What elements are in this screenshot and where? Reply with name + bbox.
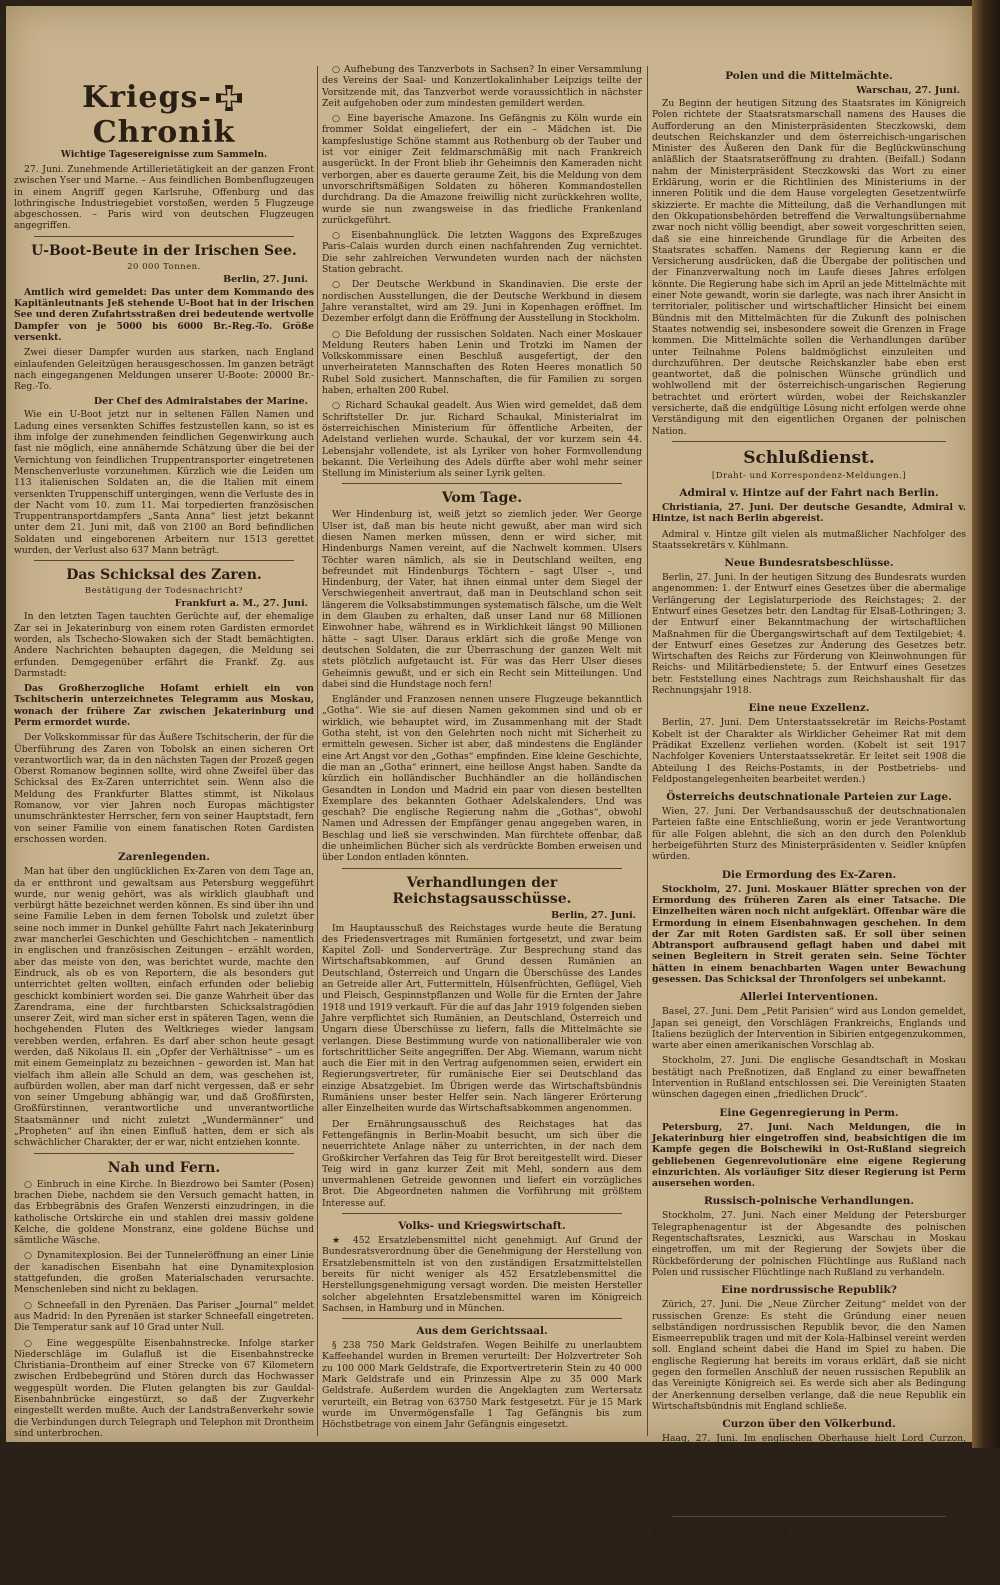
article-paragraph: Engländer und Franzosen nennen unsere Flugzeuge bekanntlich „Gotha“. Wie sie auf diesen Namen gekommen sind und ob er wirklich, wie behauptet wird, im Zusammenhang mit der Stadt Gotha steht, ist von den Gelehrten noch nicht mit Sicherheit zu ermitteln gewesen. Sicher ist aber, daß mindestens die Engländer eine Art Angst vor den „Gothas“ empfinden. Eine kleine Geschichte, die man an „Gotha“ erinnert, eine heillose Angst haben. Sandte da kürzlich ein holländischer Buchhändler an die holländischen Gesandten in London und Madrid ein paar von diesen bestellten Exemplare des bekannten Gothaer Adelskalenders. Und was geschah? Die englische Regierung nahm die „Gothas“, obwohl Namen und Adressen der Empfänger genau angegeben waren, in Beschlag und ließ sie verschwinden. Man fürchtete offenbar, daß die unheimlichen Bücher sich als verdrückte Bomben erweisen und über London entladen könnten.	[322, 694, 642, 864]
article-paragraph: Der Volkskommissar für das Äußere Tschitscherin, der für die Überführung des Zaren von Tobolsk an einen sicheren Ort verantwortlich war, da in den nächsten Tagen der Prozeß gegen Oberst Romanow beginnen sollte, wird ohne Zweifel über das Schicksal des Ex-Zaren unterrichtet sein. Wenn also die Meldung des Frankfurter Blattes stimmt, ist Nikolaus Romanow, vor vier Jahren noch Europas mächtigster unumschränktester Herrscher, fern von seiner Hauptstadt, fern von seiner Familie von einem fanatischen Roten Gardisten erschossen worden.	[14, 732, 314, 845]
column-middle	[322, 64, 642, 1434]
divider	[34, 236, 294, 237]
subscription-notice	[652, 1525, 966, 1585]
article-paragraph: ○ Die Befoldung der russischen Soldaten. Nach einer Moskauer Meldung Reuters haben Lenin und Trotzki im Namen der Volkskommissare einen Beschluß ausgefertigt, der den unverheirateten Mannschaften des Roten Heeres monatlich 50 Rubel Sold zusichert. Mannschaften, die für Familien zu sorgen haben, erhalten 200 Rubel.	[322, 328, 642, 397]
article-paragraph: Zwei dieser Dampfer wurden aus starken, nach England einlaufenden Geleitzügen herausgeschossen. Im ganzen beträgt nach eingegangenen Meldungen unserer U-Boote: 20000 Br.-Reg.-To.	[14, 347, 314, 393]
subhead: Österreichs deutschnationale Parteien zur Lage.	[666, 791, 952, 804]
headline-zar-sub: Bestätigung der Todesnachricht?	[84, 586, 244, 597]
article-paragraph: Wie ein U-Boot jetzt nur in seltenen Fällen Namen und Ladung eines versenkten Schiffes festzustellen kann, so ist es ihm infolge der zunehmenden feindlichen Gegenwirkung auch fast nie möglich, eine annähernde Schätzung über die bei der Vernichtung von feindlichen Truppentransporter eingetretenen Menschenverluste vorzunehmen. Kürzlich wie die Leiden um 113 italienischen Soldaten an, die die Italien mit einem versenkten Truppenschiff untergingen, wenn die Verluste des in der Nacht vom 10. zum 11. Mai torpedierten französischen Truppentransportdampfers „Santa Anna“ liest jetzt bekannt unter dem 21. Juni mit, daß von 2100 an Bord befindlichen Soldaten und eingeborenen Arbeitern nur 1513 gerettet wurden, der Verlust also 637 Mann beträgt.	[14, 409, 314, 557]
divider	[34, 1153, 294, 1154]
subhead: Neue Bundesratsbeschlüsse.	[724, 557, 894, 570]
subscription-notice-text: Bestellungen auf das „Hünfelder Kreisblatt“ für das nächste Vierteljahr werden von allen Postanstalten und von der Geschäftsstelle d. Bl. entgegengenommen.	[652, 1526, 966, 1585]
article-paragraph: § 238 750 Mark Geldstrafen. Wegen Beihilfe zu unerlaubtem Kaffeehandel wurden in Bremen verurteilt: Der Holzvertreter Soh zu 100 000 Mark Geldstrafe, die Exportvertreterin Stein zu 40 000 Mark Geldstrafe und ein Prinzessin Alpe zu 35 000 Mark Geldstrafe. Außerdem wurden die Angeklagten zum Wertersatz verurteilt, ein Betrag von 63750 Mark festgesetzt. Für je 15 Mark wurde im Unvermögensfalle 1 Tag Gefängnis bis zum Höchstbetrage von einem Jahr Gefängnis eingesetzt.	[322, 1340, 642, 1431]
article-paragraph: Zürich, 27. Juni. Die „Neue Zürcher Zeitung“ meldet von der russischen Grenze: Es steht die Gründung einer neuen selbständigen nordrussischen Republik bevor, die den Namen Eismeerrepublik tragen und mit der Kola-Halbinsel vereint werden soll. England scheint dabei die Hand im Spiel zu haben. Die englische Regierung hat bereits im voraus erklärt, daß sie nicht gegen den formellen Anschluß der neuen russischen Republik an das Vereinigte Königreich sei. Es werde sich aber als Bedingung der Anerkennung derselben verlange, daß die neue Republik ein Wirtschaftsbündnis mit England schließe.	[652, 1299, 966, 1412]
article-paragraph: Stockholm, 27. Juni. Nach einer Meldung der Petersburger Telegraphenagentur ist der Abgesandte des polnischen Regentschaftsrates, Lesznicki, aus Warschau in Moskau eingetroffen, um mit der Regierung der Sowjets über die Rückbeförderung der polnischen Flüchtlinge aus Rußland nach Polen und russischer Flüchtlinge nach Rußland zu verhandeln.	[652, 1210, 966, 1278]
article-paragraph: ○ Aufhebung des Tanzverbots in Sachsen? In einer Versammlung des Vereins der Saal- und Konzertlokalinhaber Leipzigs teilte der Vorsitzende mit, das Tanzverbot werde voraussichtlich in nächster Zeit aufgehoben oder zum mindesten gemildert werden.	[322, 64, 642, 109]
subhead: Die Ermordung des Ex-Zaren.	[721, 868, 897, 881]
article-paragraph: ○ Dynamitexplosion. Bei der Tunneleröffnung an einer Linie der kanadischen Eisenbahn hat eine Dynamitexplosion stattgefunden, die großen Materialschaden verursachte. Menschenleben sind nicht zu beklagen.	[14, 1250, 314, 1296]
divider	[34, 560, 294, 561]
headline-schlussdienst-sub: [Draht- und Korrespondenz-Meldungen.]	[711, 470, 907, 481]
subhead: Russisch-polnische Verhandlungen.	[703, 1195, 915, 1208]
article-paragraph: ○ Eisenbahnunglück. Die letzten Waggons des Expreßzuges Paris–Calais wurden durch einen nachfahrenden Zug vernichtet. Die sehr zahlreichen Verwundeten wurden nach der nächsten Station gebracht.	[322, 230, 642, 276]
dateline: Berlin, 27. Juni.	[551, 909, 636, 921]
dateline: Warschau, 27. Juni.	[856, 85, 960, 96]
article-paragraph: Amtlich wird gemeldet: Das unter dem Kommando des Kapitänleutnants Jeß stehende U-Boot hat in der Irischen See und deren Zufahrtsstraßen drei bedeutende wertvolle Dampfer von je 5000 bis 6000 Br.-Reg.-To. Größe versenkt.	[14, 286, 314, 343]
divider	[342, 483, 622, 484]
masthead-title-right: Chronik	[92, 115, 236, 150]
page-binding-edge	[972, 0, 1000, 1448]
signature: Der Chef des Admiralstabes der Marine.	[93, 396, 308, 408]
pointing-hand-icon	[652, 1525, 676, 1537]
subhead: Eine neue Exzellenz.	[748, 702, 870, 715]
divider	[342, 868, 622, 869]
article-paragraph: Berlin, 27. Juni. In der heutigen Sitzung des Bundesrats wurden angenommen: 1. der Entwurf eines Gesetzes über die abermalige Verlängerung der Legislaturperiode des Reichstages; 2. der Entwurf eines Gesetzes betr. den Landtag für Elsaß-Lothringen; 3. der Entwurf einer Bekanntmachung der wirtschaftlichen Maßnahmen für die Übergangswirtschaft auf dem Textilgebiet; 4. der Entwurf eines Gesetzes zur Änderung des Gesetzes betr. Wirtschaften des Reichs zur Förderung von Kleinwohnungen für Reichs- und Militärbedienstete; 5. der Entwurf eines Gesetzes betr. Feststellung eines Nachtrags zum Reichshaushalt für das Rechnungsjahr 1918.	[652, 572, 966, 697]
article-paragraph: ○ Einbruch in eine Kirche. In Biezdrowo bei Samter (Posen) brachen Diebe, nachdem sie den Versuch gemacht hatten, in das Erbbegräbnis des Grafen Wenzersti einzudringen, in die katholische Ortskirche ein und stahlen drei massiv goldene Kelche, die goldene Monstranz, eine goldene Büchse und sämtliche Wäsche.	[14, 1178, 314, 1247]
dateline: Frankfurt a. M., 27. Juni.	[174, 598, 308, 610]
article-paragraph: Man hat über den unglücklichen Ex-Zaren von dem Tage an, da er entthront und gewaltsam aus Petersburg weggeführt wurde, nur wenig gehört, was als wirklich glaubhaft und verbürgt hätte bezeichnet werden können. Es sind über ihn und seine Familie Leben in dem fernen Tobolsk und zuletzt über seine noch immer in Dunkel gehüllte Fahrt nach Jekaterinburg zwar mancherlei Geschichten und Geschichtchen – namentlich in englischen und französischen Zeitungen – erzählt worden, aber das meiste von den, was berichtet wurde, machte den Eindruck, als ob es von Reportern, die als besonders gut unterrichtet gelten wollten, einfach erfunden oder beliebig geschickt kombiniert worden sei. Die ganze Wahrheit über das Zarendrama, eine der furchtbarsten Schicksalstragödien unserer Zeit, wird man sicher erst in späteren Tagen, wenn die hochgehenden Fluten des Weltkrieges wieder langsam verebben werden, erfahren. Es darf aber schon heute gesagt werden, daß Nikolaus II. ein „Opfer der Verhältnisse“ – um es mit einem Gemeinplatz zu bezeichnen – geworden ist. Man hat vielfach ihm allein alle Schuld an dem, was geschehen ist, aufbürden wollen, aber man darf nicht vergessen, daß er sehr von seiner Umgebung abhängig war, und daß Großfürsten, Großfürstinnen, verantwortliche und unverantwortliche Staatsmänner und nicht zuletzt „Wundermänner“ und „Propheten“ auf ihn einen Einfluß hatten, dem er sich als schwächlicher Charakter, der er war, nicht entziehen konnte.	[14, 866, 314, 1149]
article-paragraph: Haag, 27. Juni. Im englischen Oberhause hielt Lord Curzon, Mitglied des Kriegskabinetts, eine Rede, in der er wieder die Frage des Völkerbundes behandelte. Er befürwortete die Errichtung eines Weltgerichtshofes, vor dem alle Streitigkeiten gebracht werden müßten, bevor ein Krieg unternommen werden könnte. Es sei allerdings schwer, auch diese Länder zu finden, die daran mitarbeiten würden.	[652, 1433, 966, 1512]
article-paragraph: Petersburg, 27. Juni. Nach Meldungen, die in Jekaterinburg hier eingetroffen sind, beabsichtigen die im Kampfe gegen die Bolschewiki in Ost-Rußland siegreich gebliebenen Gegenrevolutionäre eine eigene Regierung einzurichten. Als vorläufiger Sitz dieser Regierung ist Perm ausersehen worden.	[652, 1121, 966, 1190]
article-paragraph: Christiania, 27. Juni. Der deutsche Gesandte, Admiral v. Hintze, ist nach Berlin abgereist.	[652, 501, 966, 525]
masthead	[14, 80, 314, 150]
iron-cross-icon	[216, 85, 242, 111]
dateline: Berlin, 27. Juni.	[223, 273, 308, 285]
divider	[342, 1318, 622, 1319]
article-paragraph: Wien, 27. Juni. Der Verbandsausschuß der deutschnationalen Parteien faßte eine Entschließung, worin er jede Verantwortung für alle Folgen ablehnt, die sich an den durch den Polenklub herbeigeführten Sturz des Ministerpräsidenten v. Seidler knüpfen würden.	[652, 806, 966, 863]
headline-schlussdienst: Schlußdienst.	[743, 447, 875, 468]
article-paragraph: Basel, 27. Juni. Dem „Petit Parisien“ wird aus London gemeldet, Japan sei geneigt, den Vorschlägen Frankreichs, Englands und Italiens bezüglich der Intervention in Sibirien entgegenzukommen, warte aber einen amerikanischen Vorschlag ab.	[652, 1006, 966, 1052]
subhead: Curzon über den Völkerbund.	[722, 1418, 896, 1431]
headline-polen: Polen und die Mittelmächte.	[725, 70, 893, 82]
article-paragraph: Wer Hindenburg ist, weiß jetzt so ziemlich jeder. Wer George Ulser ist, daß man bis heute nicht gewußt, aber man wird sich diesen Namen merken müssen, denn er wird sicher, mit Hindenburgs Namen vereint, auf die Nachwelt kommen. Ulsers Töchter waren nämlich, als sie in Deutschland weilten, eng befreundet mit Hindenburgs Töchtern – sagt Ulser –, und Hindenburg, der Vater, hat ihnen einmal unter dem Siegel der Verschwiegenheit anvertraut, daß man in Deutschland schon seit längerem die Volksabstimmungen systematisch fälsche, um die Welt in dem Glauben zu erhalten, daß unser Land nur 68 Millionen Einwohner habe, während es in Wirklichkeit längst 90 Millionen hätte – sagt Ulser. Daraus erklärt sich die große Menge von deutschen Soldaten, die zur Überraschung der ganzen Welt mit stets plötzlich aufgetaucht ist. Für was das Herr Ulser dieses Geheimnis gewußt, und er sich ein Recht sein Mitteilungen. Und dabei sind die Hundstage noch fern!	[322, 509, 642, 690]
article-paragraph: Das Großherzogliche Hofamt erhielt ein von Tschitscherin unterzeichnetes Telegramm aus Moskau, wonach der frühere Zar zwischen Jekaterinburg und Perm ermordet wurde.	[14, 683, 314, 728]
subhead: Allerlei Interventionen.	[739, 991, 879, 1004]
headline-zarenlegenden: Zarenlegenden.	[118, 851, 210, 864]
article-paragraph: Stockholm, 27. Juni. Moskauer Blätter sprechen von der Ermordung des früheren Zaren als einer Tatsache. Die Einzelheiten wären noch nicht aufgeklärt. Offenbar wäre die Ermordung in einem Eisenbahnwagen geschehen. In dem der Zar mit Roten Gardisten saß. Er soll über seinen Abtransport aufbrausend geflagt haben und dabei mit seinen Begleitern in Streit geraten sein. Seine Töchter hätten in einem benachbarten Wagen unter Bewachung gesessen. Das Schicksal der Thronfolgers sei unbekannt.	[652, 883, 966, 985]
headline-uboot-sub: 20 000 Tonnen.	[127, 261, 201, 272]
headline-nah-und-fern: Nah und Fern.	[107, 1159, 221, 1176]
headline-volkswirtschaft: Volks- und Kriegswirtschaft.	[398, 1220, 566, 1233]
divider	[672, 441, 946, 442]
newspaper-page	[6, 6, 972, 1585]
intro-text: 27. Juni. Zunehmende Artillerietätigkeit an der ganzen Front zwischen Yser und Marne. – Aus feindlichen Bombenflugzeugen in einem Angriff gegen Karlsruhe, Offenburg und das lothringische Industriegebiet vorstoßen, werden 5 Flugzeuge abgeschossen. – Paris wird von deutschen Flugzeugen angegriffen.	[14, 164, 314, 232]
column-rule	[647, 66, 648, 1436]
article-paragraph: Admiral v. Hintze gilt vielen als mutmaßlicher Nachfolger des Staatssekretärs v. Kühlmann.	[652, 528, 966, 551]
column-right	[652, 64, 966, 1585]
article-paragraph: ○ Richard Schaukal geadelt. Aus Wien wird gemeldet, daß dem Schriftsteller Dr. jur. Richard Schaukal, Ministerialrat im österreichischen Ministerium für öffentliche Arbeiten, der Adelstand verliehen wurde. Schaukal, der vor kurzem sein 44. Lebensjahr vollendete, ist als Lyriker von hoher Formvollendung bekannt. Die Verleihung des Adels dürfte aber wohl mehr seiner Stellung im Ministerium als seiner Lyrik gelten.	[322, 400, 642, 480]
article-paragraph: Berlin, 27. Juni. Dem Unterstaatssekretär im Reichs-Postamt Kobelt ist der Charakter als Wirklicher Geheimer Rat mit dem Prädikat Exzellenz verliehen worden. (Kobelt ist seit 1917 Nachfolger Koveniers Unterstaatssekretär. Er leitet seit 1908 die Abteilung I des Reichs-Postamts, in der Postbetriebs- und Feldpostangelegenheiten bearbeitet werden.)	[652, 717, 966, 785]
column-rule	[317, 66, 318, 1436]
article-paragraph: ○ Eine weggespülte Eisenbahnstrecke. Infolge starker Niederschläge im Gulafluß ist die Eisenbahnstrecke Christiania–Drontheim auf einer Strecke von 67 Kilometern zwischen Erdbebegründ und Stören durch das Hochwasser weggespült worden. Die Fluten gelangten bis zur Gauldal-Eisenbahnbrücke eingestürzt, so daß der Zugverkehr eingestellt werden mußte. Auch der Landstraßenverkehr sowie die Verbindungen durch Telegraph und Telephon mit Drontheim sind unterbrochen.	[14, 1337, 314, 1439]
masthead-title-left: Kriegs-	[82, 80, 212, 115]
subhead: Eine Gegenregierung in Perm.	[719, 1106, 899, 1119]
headline-vom-tage: Vom Tage.	[441, 490, 523, 507]
article-paragraph: ○ Schneefall in den Pyrenäen. Das Pariser „Journal“ meldet aus Madrid: In den Pyrenäen ist starker Schneefall eingetreten. Die Temperatur sank auf 10 Grad unter Null.	[14, 1299, 314, 1334]
subhead: Eine nordrussische Republik?	[721, 1284, 897, 1297]
headline-reichstag: Verhandlungen der Reichstagsausschüsse.	[392, 874, 572, 907]
article-paragraph: Stockholm, 27. Juni. Die englische Gesandtschaft in Moskau bestätigt nach Preßnotizen, daß England zu einer bewaffneten Intervention in Rußland entschlossen sei. Die Vereinigten Staaten wünschen dagegen einen „friedlichen Druck“.	[652, 1055, 966, 1101]
article-paragraph: Der Ernährungsausschuß des Reichstages hat das Fettengefängnis in Berlin-Moabit besucht, um sich über die neuerrichtete Anlage näher zu unterrichten, in der nach dem Großkircher Verfahren das Teig für Brot bereitgestellt wird. Dieser Teig wird in ganz kurzer Zeit mit Mehl, sondern aus dem unvermahlenen Getreide gewonnen und liefert ein vorzügliches Brot. Die Abgeordneten nahmen die Vorführung mit größtem Interesse auf.	[322, 1118, 642, 1209]
divider	[672, 1516, 946, 1517]
article-paragraph: ★ 452 Ersatzlebensmittel nicht genehmigt. Auf Grund der Bundesratsverordnung über die Genehmigung der Herstellung von Ersatzlebensmitteln ist von den zuständigen Ersatzmittelstellen bereits für nicht weniger als 452 Ersatzlebensmittel die Herstellungsgenehmigung versagt worden. Die meisten Hersteller solcher abgelehnten Ersatzlebensmittel waren im Königreich Sachsen, in Hamburg und in München.	[322, 1235, 642, 1314]
article-paragraph: ○ Der Deutsche Werkbund in Skandinavien. Die erste der nordischen Ausstellungen, die der Deutsche Werkbund in diesem Jahre veranstaltet, wird am 29. Juni in Kopenhagen eröffnet. Im Dezember erfolgt dann die Eröffnung der Ausstellung in Stockholm.	[322, 279, 642, 325]
headline-uboot: U-Boot-Beute in der Irischen See.	[31, 242, 297, 259]
article-paragraph: Im Hauptausschuß des Reichstages wurde heute die Beratung des Friedensvertrages mit Rumänien fortgesetzt, und zwar beim Kapitel Zoll- und Sonderverträge. Zur Besprechung stand das Wirtschaftsabkommen, auf Grund dessen Rumänien an Deutschland, Österreich und Ungarn die Überschüsse des Landes an Getreide aller Art, Futtermitteln, Hülsenfrüchten, Geflügel, Vieh und Fleisch, Gespinnstpflanzen und Wolle für die Ernten der Jahre 1918 und 1919 verkauft. Für die auf das Jahr 1919 folgenden sieben Jahre verpflichtet sich Rumänien, an Deutschland, Österreich und Ungarn diese Überschüsse zu liefern, falls die Mittelmächte sie verlangen. Diese Bestimmung wurde von nationalliberaler wie von fortschrittlicher Seite angegriffen. Der Abg. Wiemann, warum nicht auch die Eier mit in den Vertrag aufgenommen seien, erwidert ein Regierungsvertreter, für rumänische Eier sei Deutschland das einzige Absatzgebiet. Im Übrigen werde das Wirtschaftsbündnis Rumäniens unser bester Helfer sein. Nach längerer Erörterung aller Einzelheiten wurde das Wirtschaftsabkommen angenommen.	[322, 922, 642, 1115]
article-paragraph: In den letzten Tagen tauchten Gerüchte auf, der ehemalige Zar sei in Jekaterinburg von einem roten Gardisten ermordet worden, als Tschecho-Slowaken sich der Stadt bemächtigten. Andere Nachrichten behaupten dagegen, die Meldung sei erfunden. Demgegenüber erfährt die Frankf. Zg. aus Darmstadt:	[14, 611, 314, 679]
headline-gerichtssaal: Aus dem Gerichtssaal.	[416, 1325, 548, 1338]
headline-zar: Das Schicksal des Zaren.	[66, 567, 262, 584]
article-paragraph: ○ Eine bayerische Amazone. Ins Gefängnis zu Köln wurde ein frommer Soldat eingeliefert, der ein – Mädchen ist. Die kampfeslustige Schöne stammt aus Rothenburg ob der Tauber und ist vor einiger Zeit feldmarschmäßig mit nach Frankreich ausgerückt. In der Front blieb ihr Geheimnis den Kameraden nicht verborgen, aber es dauerte geraume Zeit, bis die Meldung von dem unvorschriftsmäßigen Soldaten zu höheren Kommandostellen durchdrang. Da die Amazone freiwillig nicht zurückkehren wollte, wurde sie nun zwangsweise in das friedliche Frankenland zurückgeführt.	[322, 113, 642, 226]
article-paragraph: Zu Beginn der heutigen Sitzung des Staatsrates im Königreich Polen richtete der Staatsratsmarschall namens des Hauses die Aufforderung an den Ministerpräsidenten Steczkowski, dem deutschen Reichskanzler und dem österreichisch-ungarischen Minister des Äußeren den Dank für die Beglückwünschung anläßlich der Staatsratseröffnung zu drahten. (Beifall.) Sodann nahm der Ministerpräsident Steczkowski das Wort zu einer Erklärung, worin er die Richtlinien des Ministeriums in der inneren Politik und die dem Hause vorgelegten Gesetzentwürfe skizzierte. Er machte die Mitteilung, daß die Verhandlungen mit den Okkupationsbehörden betreffend die Verwaltungsübernahme zwar noch nicht völlig beendigt, aber soweit vorgeschritten seien, daß sie eine hinreichende Grundlage für die Arbeiten des Staatsrates schaffen. Namens der Regierung kann er die Versicherung ausdrücken, daß die Übergabe der politischen und der Finanzverwaltung noch im Laufe dieses Jahres erfolgen könnte. Die Regierung habe sich im April an jede Mittelmächte mit einer Note gewandt, worin sie darlegte, was nach ihrer Ansicht in territorialer, politischer und wirtschaftlicher Hinsicht bei einem Bündnis mit den Mittelmächten für die Zukunft des polnischen Staates notwendig sei, insbesondere soweit die Grenzen in Frage kommen. Die Mittelmächte sollen die Verhandlungen darüber unter Teilnahme Polens baldmöglichst einzuleiten und durchzuführen. Der deutsche Reichskanzler habe eben erst geantwortet, daß die polnischen Wünsche gründlich und wohlwollend mit der österreichisch-ungarischen Regierung betrachtet und erörtert würden, wobei der Reichskanzler versicherte, daß die endgültige Lösung nicht erfolgen werde ohne Verständigung mit den eigentlichen Organen der polnischen Nation.	[652, 98, 966, 437]
masthead-subtitle: Wichtige Tagesereignisse zum Sammeln.	[60, 150, 268, 160]
column-left	[14, 68, 314, 1438]
divider	[342, 1213, 622, 1214]
subhead: Admiral v. Hintze auf der Fahrt nach Berlin.	[679, 486, 939, 499]
